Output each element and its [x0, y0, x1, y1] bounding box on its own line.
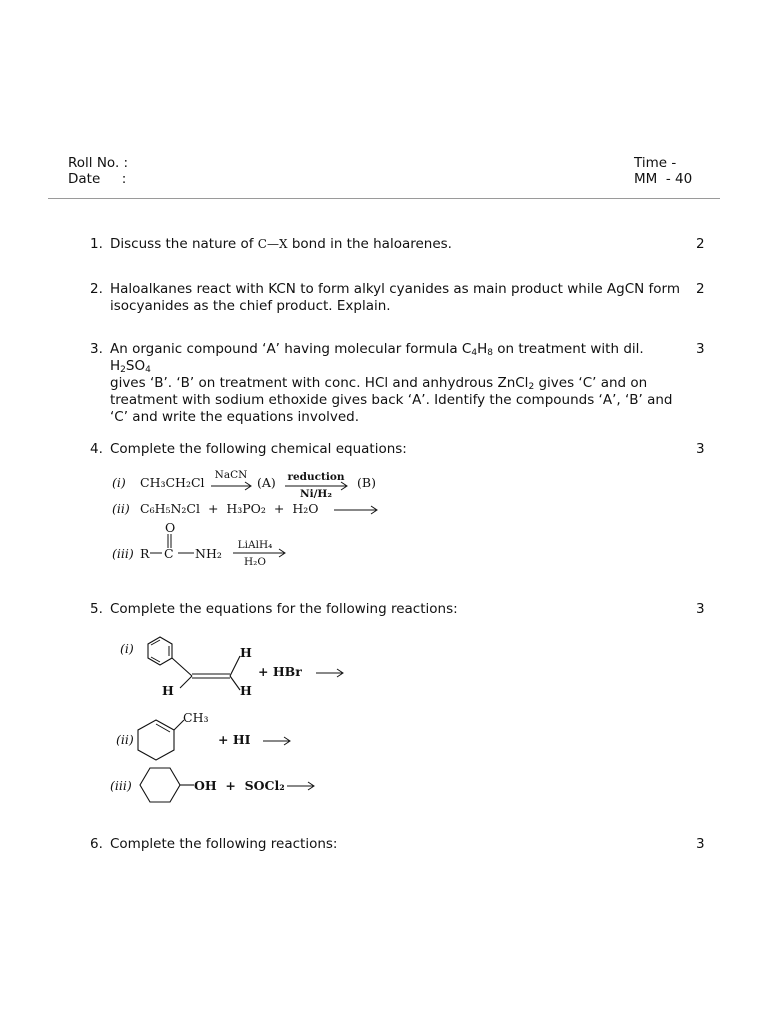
marks-q3: 3 [696, 341, 705, 357]
roll-no-label: Roll No. : [68, 155, 129, 171]
c-x-bond: C—X [257, 237, 288, 251]
reaction-arrow-icon [286, 781, 316, 791]
time-label: Time - [634, 155, 677, 171]
question-number: 5. [90, 601, 103, 617]
reaction-arrow-icon [210, 481, 254, 491]
eq-i-reagent2-bottom: Ni/H₂ [300, 488, 332, 500]
marks-q2: 2 [696, 281, 705, 297]
question-number: 3. [90, 341, 103, 357]
eq-iii-reagent-top: LiAlH₄ [237, 539, 273, 551]
eq-i-reagent2-top: reduction [287, 471, 345, 483]
question-text: Complete the following chemical equations: [110, 441, 407, 457]
rxn-i-label: (i) [120, 641, 134, 656]
reaction-arrow-icon [262, 736, 292, 746]
marks-q4: 3 [696, 441, 705, 457]
eq-i-product-a: (A) [257, 475, 276, 490]
reaction-arrow-icon [315, 668, 345, 678]
marks-q6: 3 [696, 836, 705, 852]
eq-i-reagent: NaCN [214, 469, 248, 481]
rxn-ii-label: (ii) [116, 732, 134, 747]
date-label: Date : [68, 171, 127, 187]
eq-i-reactant: CH₃CH₂Cl [140, 475, 205, 490]
rxn-i-h-bottom: H [240, 683, 252, 698]
question-text: Complete the following reactions: [110, 836, 338, 852]
question-text: Haloalkanes react with KCN to form alkyl cyanides as main product while AgCN form isocyanides as the chief product. Explain. [110, 281, 681, 314]
question-number: 6. [90, 836, 103, 852]
rxn-i-h-top: H [240, 645, 252, 660]
question-text: An organic compound ‘A’ having molecular formula $C_4H_8$ on treatment with dil. $H_2SO_4$ gives ‘B’. ‘B’ on treatment with conc. HCl and anhydrous ZnCl$_2$ gives ‘C’ and on treatment with sodium ethoxide gives back ‘A’. Identify the compounds ‘A’, ‘B’ and ‘C’ and write the equations involved. [110, 341, 673, 425]
eq-i-label: (i) [112, 475, 126, 490]
eq-iii-label: (iii) [112, 546, 134, 561]
question-number: 4. [90, 441, 103, 457]
eq-iii-r: R [140, 546, 150, 561]
eq-iii-c: C [164, 546, 174, 561]
rxn-ii-reagent: + HI [218, 732, 251, 747]
reaction-arrow-icon [333, 505, 379, 515]
rxn-iii-label: (iii) [110, 778, 132, 793]
rxn-i-reagent: + HBr [258, 664, 302, 679]
marks-q5: 3 [696, 601, 705, 617]
rxn-i-h-left: H [162, 683, 174, 698]
eq-ii-label: (ii) [112, 501, 130, 516]
eq-iii-reagent-bottom: H₂O [244, 556, 266, 568]
question-number: 2. [90, 281, 103, 297]
eq-iii-oxygen: O [165, 520, 176, 535]
max-marks-label: MM - 40 [634, 171, 693, 187]
eq-ii-equation: C₆H₅N₂Cl + H₃PO₂ + H₂O [140, 501, 319, 516]
styrene-structure [132, 636, 252, 702]
eq-i-product-b: (B) [357, 475, 376, 490]
rxn-ii-ch3: CH₃ [183, 710, 209, 725]
cyclohexane-structure [138, 766, 198, 806]
header-divider [48, 198, 720, 199]
question-number: 1. [90, 236, 103, 252]
question-text: Complete the equations for the following reactions: [110, 601, 458, 617]
rxn-iii-reagent: OH + SOCl₂ [194, 778, 285, 793]
question-text: Discuss the nature of C—X bond in the haloarenes. [110, 236, 452, 252]
marks-q1: 2 [696, 236, 705, 252]
eq-iii-nh2: NH₂ [195, 546, 222, 561]
